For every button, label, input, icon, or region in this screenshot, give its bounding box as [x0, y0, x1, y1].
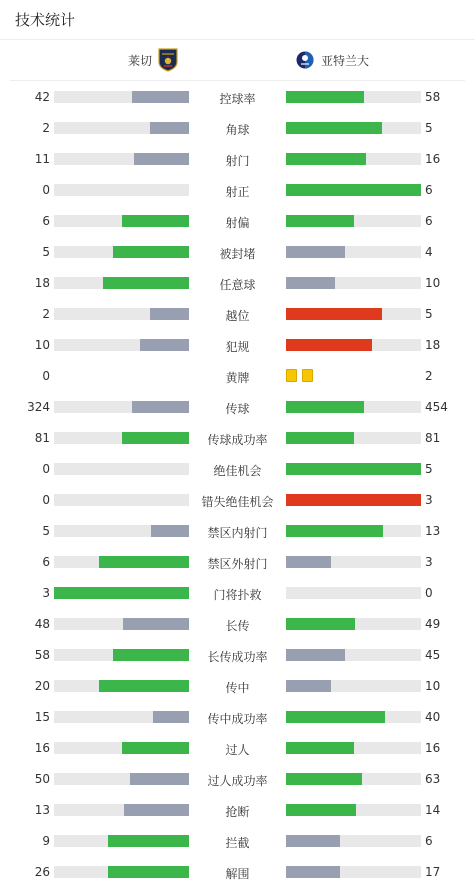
- home-stat-value: 9: [42, 834, 50, 848]
- stat-name: 门将扑救: [213, 588, 262, 602]
- stat-name: 解围: [225, 867, 250, 881]
- away-stat-bar-fill: [286, 153, 366, 165]
- home-stat-bar: [54, 556, 189, 568]
- away-stat-bar-fill: [286, 618, 355, 630]
- away-stat-bar: [286, 401, 421, 413]
- stat-row: [0, 422, 475, 453]
- stat-row: [0, 515, 475, 546]
- home-stat-bar: [54, 835, 189, 847]
- home-stat-value: 6: [42, 555, 50, 569]
- away-stat-bar-fill: [286, 711, 385, 723]
- teams-header: [10, 40, 465, 81]
- home-stat-value: 5: [42, 245, 50, 259]
- home-stat-bar-fill: [113, 649, 189, 661]
- away-stat-bar-fill: [286, 215, 354, 227]
- away-stat-bar: [286, 153, 421, 165]
- home-stat-value: 5: [42, 524, 50, 538]
- home-stat-bar: [54, 339, 189, 351]
- home-stat-bar-fill: [150, 308, 189, 320]
- home-stat-bar-fill: [130, 773, 189, 785]
- away-stat-bar-fill: [286, 308, 382, 320]
- home-stat-bar-fill: [122, 215, 190, 227]
- stat-row: [0, 360, 475, 391]
- home-stat-bar: [54, 618, 189, 630]
- home-team-logo-icon: [158, 48, 178, 72]
- stat-name: 控球率: [219, 92, 256, 106]
- home-stat-bar: [54, 401, 189, 413]
- home-stat-bar-fill: [99, 680, 189, 692]
- away-stat-value: 3: [425, 493, 433, 507]
- away-cards: [286, 369, 313, 382]
- stat-row: [0, 453, 475, 484]
- away-stat-bar: [286, 463, 421, 475]
- away-stat-bar-fill: [286, 773, 362, 785]
- stat-name: 越位: [225, 309, 250, 323]
- away-stat-value: 63: [425, 772, 441, 786]
- away-stat-bar-fill: [286, 277, 335, 289]
- stat-name: 错失绝佳机会: [201, 495, 274, 509]
- away-stat-bar-fill: [286, 804, 356, 816]
- home-stat-bar-fill: [134, 153, 189, 165]
- away-stat-value: 0: [425, 586, 433, 600]
- away-stat-value: 454: [425, 400, 448, 414]
- home-stat-bar: [54, 432, 189, 444]
- stat-name: 拦截: [225, 836, 250, 850]
- home-stat-bar-fill: [153, 711, 189, 723]
- home-stat-value: 324: [27, 400, 50, 414]
- away-stat-value: 6: [425, 214, 433, 228]
- home-stat-value: 2: [42, 121, 50, 135]
- yellow-card-icon: [302, 369, 313, 382]
- home-stat-value: 18: [34, 276, 50, 290]
- away-stat-bar-fill: [286, 680, 331, 692]
- away-stat-value: 2: [425, 369, 433, 383]
- away-stat-bar: [286, 308, 421, 320]
- home-stat-value: 48: [34, 617, 50, 631]
- stat-name: 传中成功率: [207, 712, 268, 726]
- stat-name: 过人: [225, 743, 250, 757]
- stat-row: [0, 732, 475, 763]
- home-stat-bar: [54, 215, 189, 227]
- away-stat-bar: [286, 122, 421, 134]
- home-stat-bar: [54, 122, 189, 134]
- away-stat-value: 6: [425, 834, 433, 848]
- stat-row: [0, 205, 475, 236]
- home-stat-value: 50: [34, 772, 50, 786]
- away-stat-bar: [286, 711, 421, 723]
- home-stat-bar: [54, 463, 189, 475]
- away-stat-bar-fill: [286, 742, 354, 754]
- away-stat-value: 40: [425, 710, 441, 724]
- away-stat-bar-fill: [286, 91, 364, 103]
- home-stat-value: 0: [42, 493, 50, 507]
- away-stat-bar: [286, 587, 421, 599]
- away-stat-bar: [286, 91, 421, 103]
- away-stat-bar: [286, 339, 421, 351]
- away-stat-value: 3: [425, 555, 433, 569]
- away-stat-value: 4: [425, 245, 433, 259]
- away-stat-value: 16: [425, 152, 441, 166]
- stat-row: [0, 763, 475, 794]
- away-stat-bar: [286, 835, 421, 847]
- home-stat-bar-fill: [122, 432, 190, 444]
- stat-name: 长传: [225, 619, 250, 633]
- home-stat-value: 3: [42, 586, 50, 600]
- away-stat-value: 13: [425, 524, 441, 538]
- away-stat-value: 5: [425, 121, 433, 135]
- home-stat-bar-fill: [151, 525, 189, 537]
- home-stat-value: 0: [42, 183, 50, 197]
- home-stat-bar-fill: [108, 835, 189, 847]
- stat-row: [0, 329, 475, 360]
- away-stat-value: 81: [425, 431, 441, 445]
- home-stat-bar: [54, 91, 189, 103]
- away-stat-bar: [286, 432, 421, 444]
- away-stat-value: 49: [425, 617, 441, 631]
- home-stat-bar: [54, 804, 189, 816]
- away-stat-value: 5: [425, 307, 433, 321]
- away-stat-bar: [286, 277, 421, 289]
- away-stat-value: 10: [425, 276, 441, 290]
- home-stat-value: 0: [42, 369, 50, 383]
- stat-row: [0, 484, 475, 515]
- away-stat-bar: [286, 246, 421, 258]
- home-stat-bar: [54, 525, 189, 537]
- stat-row: [0, 639, 475, 670]
- stat-name: 任意球: [219, 278, 256, 292]
- home-stat-bar-fill: [123, 618, 189, 630]
- away-stat-bar: [286, 556, 421, 568]
- home-stat-bar: [54, 153, 189, 165]
- home-stat-value: 0: [42, 462, 50, 476]
- away-stat-bar-fill: [286, 339, 372, 351]
- stat-name: 过人成功率: [207, 774, 268, 788]
- stat-name: 犯规: [225, 340, 250, 354]
- away-stat-value: 58: [425, 90, 441, 104]
- home-stat-bar-fill: [103, 277, 189, 289]
- stat-row: [0, 391, 475, 422]
- home-stat-value: 16: [34, 741, 50, 755]
- stat-name: 射正: [225, 185, 250, 199]
- home-stat-bar-fill: [124, 804, 189, 816]
- away-stat-value: 10: [425, 679, 441, 693]
- away-stat-bar-fill: [286, 525, 383, 537]
- home-stat-bar-fill: [99, 556, 189, 568]
- home-stat-value: 81: [34, 431, 50, 445]
- home-stat-bar: [54, 277, 189, 289]
- stat-row: [0, 112, 475, 143]
- stat-name: 禁区内射门: [207, 526, 268, 540]
- home-stat-bar: [54, 494, 189, 506]
- away-stat-value: 18: [425, 338, 441, 352]
- away-stat-bar-fill: [286, 184, 421, 196]
- stat-name: 抢断: [225, 805, 250, 819]
- home-stat-value: 26: [34, 865, 50, 879]
- away-stat-bar: [286, 215, 421, 227]
- away-stat-value: 5: [425, 462, 433, 476]
- away-stat-bar: [286, 804, 421, 816]
- stat-name: 传中: [225, 681, 250, 695]
- away-stat-value: 14: [425, 803, 441, 817]
- away-stat-bar: [286, 866, 421, 878]
- stat-name: 射偏: [225, 216, 250, 230]
- stat-name: 禁区外射门: [207, 557, 268, 571]
- home-stat-bar-fill: [150, 122, 189, 134]
- away-stat-bar-fill: [286, 556, 331, 568]
- home-team-name: 莱切: [127, 53, 152, 68]
- home-stat-bar-fill: [122, 742, 190, 754]
- home-stat-bar-fill: [108, 866, 189, 878]
- home-stat-bar: [54, 587, 189, 599]
- home-stat-bar: [54, 649, 189, 661]
- home-stat-bar: [54, 866, 189, 878]
- home-stat-value: 6: [42, 214, 50, 228]
- away-stat-bar-fill: [286, 432, 354, 444]
- home-stat-bar: [54, 680, 189, 692]
- home-stat-value: 15: [34, 710, 50, 724]
- away-stat-value: 6: [425, 183, 433, 197]
- away-stat-bar-fill: [286, 866, 340, 878]
- away-stat-bar: [286, 742, 421, 754]
- stat-name: 角球: [225, 123, 250, 137]
- home-stat-bar: [54, 742, 189, 754]
- away-stat-value: 16: [425, 741, 441, 755]
- away-stat-bar: [286, 525, 421, 537]
- away-team: [295, 48, 369, 72]
- stat-row: [0, 608, 475, 639]
- stat-name: 传球: [225, 402, 250, 416]
- stat-name: 传球成功率: [207, 433, 268, 447]
- away-stat-bar: [286, 649, 421, 661]
- away-stat-bar: [286, 618, 421, 630]
- home-stat-bar-fill: [54, 587, 189, 599]
- stat-row: [0, 267, 475, 298]
- stat-row: [0, 856, 475, 887]
- stat-row: [0, 701, 475, 732]
- stat-row: [0, 546, 475, 577]
- away-stat-value: 17: [425, 865, 441, 879]
- stat-name: 黄牌: [225, 371, 250, 385]
- stat-name: 绝佳机会: [213, 464, 262, 478]
- home-stat-value: 20: [34, 679, 50, 693]
- away-team-name: 亚特兰大: [321, 53, 370, 68]
- stat-row: [0, 794, 475, 825]
- away-stat-bar: [286, 680, 421, 692]
- yellow-card-icon: [286, 369, 297, 382]
- away-stat-bar: [286, 494, 421, 506]
- stat-name: 射门: [225, 154, 250, 168]
- away-stat-bar: [286, 184, 421, 196]
- stat-name: 长传成功率: [207, 650, 268, 664]
- home-stat-bar-fill: [113, 246, 189, 258]
- home-team: [128, 48, 178, 72]
- home-stat-value: 13: [34, 803, 50, 817]
- away-stat-bar-fill: [286, 494, 421, 506]
- away-stat-bar-fill: [286, 122, 382, 134]
- away-stat-bar-fill: [286, 835, 340, 847]
- stat-row: [0, 236, 475, 267]
- home-stat-bar-fill: [132, 91, 189, 103]
- stat-row: [0, 577, 475, 608]
- home-stat-value: 10: [34, 338, 50, 352]
- home-stat-bar-fill: [140, 339, 189, 351]
- home-stat-bar: [54, 773, 189, 785]
- away-stat-bar: [286, 773, 421, 785]
- home-stat-bar: [54, 308, 189, 320]
- home-stat-bar-fill: [132, 401, 189, 413]
- stat-row: [0, 81, 475, 112]
- away-stat-bar-fill: [286, 649, 345, 661]
- stat-row: [0, 174, 475, 205]
- stat-row: [0, 825, 475, 856]
- away-stat-value: 45: [425, 648, 441, 662]
- home-stat-value: 11: [34, 152, 50, 166]
- home-stat-bar: [54, 246, 189, 258]
- section-title: 技术统计: [15, 11, 76, 29]
- stats-list: [0, 81, 475, 887]
- stat-name: 被封堵: [219, 247, 256, 261]
- away-stat-bar-fill: [286, 246, 345, 258]
- away-stat-bar-fill: [286, 401, 364, 413]
- home-stat-value: 2: [42, 307, 50, 321]
- stat-row: [0, 143, 475, 174]
- away-stat-bar-fill: [286, 463, 421, 475]
- home-stat-value: 42: [34, 90, 50, 104]
- stat-row: [0, 298, 475, 329]
- home-stat-bar: [54, 184, 189, 196]
- section-header: [0, 0, 475, 40]
- away-team-logo-icon: [295, 48, 315, 72]
- stat-row: [0, 670, 475, 701]
- home-stat-bar: [54, 711, 189, 723]
- home-stat-value: 58: [34, 648, 50, 662]
